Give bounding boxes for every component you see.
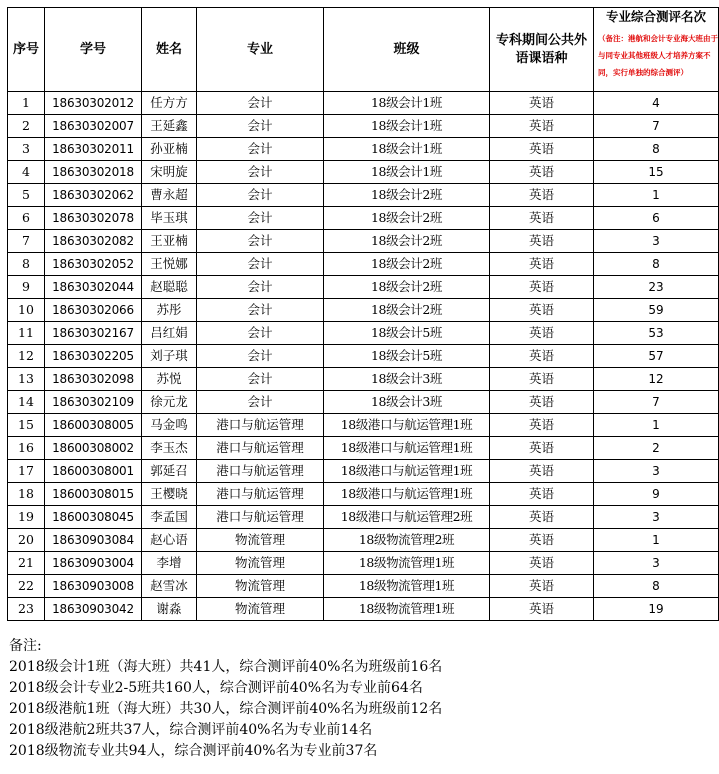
cell-index: 14: [8, 391, 45, 414]
cell-language: 英语: [490, 391, 594, 414]
note-line: 2018级会计专业2-5班共160人，综合测评前40%名为专业前64名: [9, 680, 423, 696]
cell-rank: 3: [594, 460, 719, 483]
cell-name: 苏彤: [142, 299, 197, 322]
cell-major: 会计: [197, 207, 324, 230]
cell-language: 英语: [490, 207, 594, 230]
cell-index: 7: [8, 230, 45, 253]
table-row: [8, 345, 719, 368]
cell-rank: 3: [594, 230, 719, 253]
cell-major: 会计: [197, 368, 324, 391]
cell-major: 会计: [197, 161, 324, 184]
cell-major: 港口与航运管理: [197, 460, 324, 483]
table-row: [8, 368, 719, 391]
cell-name: 孙亚楠: [142, 138, 197, 161]
cell-class: 18级物流管理1班: [324, 552, 490, 575]
cell-rank: 9: [594, 483, 719, 506]
cell-language: 英语: [490, 345, 594, 368]
notes: [9, 636, 442, 762]
cell-class: 18级会计1班: [324, 138, 490, 161]
table-row: [8, 552, 719, 575]
cell-name: 吕红娟: [142, 322, 197, 345]
cell-language: 英语: [490, 598, 594, 621]
cell-rank: 23: [594, 276, 719, 299]
cell-major: 港口与航运管理: [197, 506, 324, 529]
header-rank: [594, 8, 719, 92]
cell-rank: 15: [594, 161, 719, 184]
cell-class: 18级会计2班: [324, 276, 490, 299]
table-row: [8, 230, 719, 253]
cell-index: 21: [8, 552, 45, 575]
cell-class: 18级港口与航运管理2班: [324, 506, 490, 529]
cell-rank: 1: [594, 414, 719, 437]
cell-name: 毕玉琪: [142, 207, 197, 230]
cell-language: 英语: [490, 414, 594, 437]
header-index: 序号: [8, 8, 45, 92]
table-row: [8, 460, 719, 483]
cell-name: 刘子琪: [142, 345, 197, 368]
header-class: 班级: [324, 8, 490, 92]
cell-index: 22: [8, 575, 45, 598]
table-row: [8, 529, 719, 552]
cell-index: 18: [8, 483, 45, 506]
cell-rank: 7: [594, 115, 719, 138]
cell-major: 会计: [197, 92, 324, 115]
cell-rank: 3: [594, 506, 719, 529]
cell-name: 王樱晓: [142, 483, 197, 506]
table-row: [8, 299, 719, 322]
cell-rank: 2: [594, 437, 719, 460]
notes-label: 备注:: [9, 638, 42, 654]
cell-major: 港口与航运管理: [197, 483, 324, 506]
table-row: [8, 483, 719, 506]
cell-rank: 59: [594, 299, 719, 322]
cell-class: 18级物流管理1班: [324, 598, 490, 621]
table-row: [8, 414, 719, 437]
note-line: 2018级港航2班共37人，综合测评前40%名为专业前14名: [9, 722, 373, 738]
cell-major: 物流管理: [197, 552, 324, 575]
cell-name: 李增: [142, 552, 197, 575]
cell-student-id: 18630302018: [45, 161, 142, 184]
cell-rank: 19: [594, 598, 719, 621]
cell-language: 英语: [490, 483, 594, 506]
cell-class: 18级会计2班: [324, 184, 490, 207]
cell-index: 20: [8, 529, 45, 552]
cell-major: 会计: [197, 322, 324, 345]
cell-rank: 1: [594, 529, 719, 552]
cell-rank: 7: [594, 391, 719, 414]
cell-language: 英语: [490, 299, 594, 322]
cell-language: 英语: [490, 460, 594, 483]
cell-index: 17: [8, 460, 45, 483]
cell-student-id: 18630302082: [45, 230, 142, 253]
note-line: 2018级会计1班（海大班）共41人，综合测评前40%名为班级前16名: [9, 659, 443, 675]
cell-index: 8: [8, 253, 45, 276]
header-rank-title: 专业综合测评名次: [605, 9, 706, 24]
cell-class: 18级会计1班: [324, 92, 490, 115]
cell-index: 9: [8, 276, 45, 299]
table-row: [8, 276, 719, 299]
cell-language: 英语: [490, 230, 594, 253]
cell-class: 18级会计3班: [324, 391, 490, 414]
cell-name: 王延鑫: [142, 115, 197, 138]
table-row: [8, 391, 719, 414]
cell-major: 会计: [197, 138, 324, 161]
cell-major: 会计: [197, 253, 324, 276]
cell-index: 23: [8, 598, 45, 621]
cell-language: 英语: [490, 552, 594, 575]
cell-index: 4: [8, 161, 45, 184]
cell-class: 18级会计3班: [324, 368, 490, 391]
cell-language: 英语: [490, 253, 594, 276]
cell-name: 王悦娜: [142, 253, 197, 276]
cell-index: 16: [8, 437, 45, 460]
cell-student-id: 18600308002: [45, 437, 142, 460]
cell-name: 宋明旋: [142, 161, 197, 184]
cell-student-id: 18630903008: [45, 575, 142, 598]
cell-class: 18级会计2班: [324, 299, 490, 322]
cell-index: 2: [8, 115, 45, 138]
cell-name: 徐元龙: [142, 391, 197, 414]
cell-name: 赵心语: [142, 529, 197, 552]
cell-index: 19: [8, 506, 45, 529]
cell-major: 港口与航运管理: [197, 437, 324, 460]
cell-class: 18级物流管理1班: [324, 575, 490, 598]
cell-name: 王亚楠: [142, 230, 197, 253]
cell-rank: 6: [594, 207, 719, 230]
cell-name: 赵雪冰: [142, 575, 197, 598]
cell-language: 英语: [490, 506, 594, 529]
cell-language: 英语: [490, 161, 594, 184]
cell-rank: 8: [594, 575, 719, 598]
table-row: [8, 575, 719, 598]
cell-language: 英语: [490, 276, 594, 299]
cell-class: 18级港口与航运管理1班: [324, 437, 490, 460]
cell-student-id: 18630302098: [45, 368, 142, 391]
cell-language: 英语: [490, 437, 594, 460]
cell-name: 赵聪聪: [142, 276, 197, 299]
header-language-label: 专科期间公共外语课语种: [496, 32, 588, 66]
table-row: [8, 253, 719, 276]
cell-class: 18级会计1班: [324, 115, 490, 138]
note-line: 2018级港航1班（海大班）共30人，综合测评前40%名为班级前12名: [9, 701, 443, 717]
cell-student-id: 18630903004: [45, 552, 142, 575]
cell-language: 英语: [490, 138, 594, 161]
cell-student-id: 18630302007: [45, 115, 142, 138]
header-language: [490, 8, 594, 92]
cell-rank: 8: [594, 253, 719, 276]
table-row: [8, 92, 719, 115]
cell-index: 3: [8, 138, 45, 161]
cell-major: 物流管理: [197, 575, 324, 598]
cell-name: 马金鸣: [142, 414, 197, 437]
cell-major: 会计: [197, 276, 324, 299]
cell-index: 12: [8, 345, 45, 368]
table-row: [8, 322, 719, 345]
cell-rank: 53: [594, 322, 719, 345]
cell-student-id: 18630903084: [45, 529, 142, 552]
cell-student-id: 18630302062: [45, 184, 142, 207]
cell-student-id: 18630302052: [45, 253, 142, 276]
table-row: [8, 598, 719, 621]
cell-student-id: 18630302205: [45, 345, 142, 368]
cell-student-id: 18600308001: [45, 460, 142, 483]
cell-major: 会计: [197, 345, 324, 368]
table-row: [8, 115, 719, 138]
cell-student-id: 18600308045: [45, 506, 142, 529]
cell-student-id: 18630302167: [45, 322, 142, 345]
cell-major: 会计: [197, 299, 324, 322]
cell-language: 英语: [490, 322, 594, 345]
table-row: [8, 161, 719, 184]
cell-major: 物流管理: [197, 598, 324, 621]
note-line: 2018级物流专业共94人，综合测评前40%名为专业前37名: [9, 743, 378, 759]
cell-student-id: 18630302012: [45, 92, 142, 115]
cell-rank: 3: [594, 552, 719, 575]
cell-student-id: 18630903042: [45, 598, 142, 621]
table-row: [8, 138, 719, 161]
cell-class: 18级会计2班: [324, 253, 490, 276]
cell-index: 11: [8, 322, 45, 345]
cell-index: 6: [8, 207, 45, 230]
cell-major: 会计: [197, 391, 324, 414]
cell-name: 郭延召: [142, 460, 197, 483]
cell-student-id: 18630302109: [45, 391, 142, 414]
cell-language: 英语: [490, 368, 594, 391]
header-row: [8, 8, 719, 92]
cell-language: 英语: [490, 184, 594, 207]
table-row: [8, 437, 719, 460]
cell-language: 英语: [490, 529, 594, 552]
table-body: [8, 92, 719, 621]
header-name: 姓名: [142, 8, 197, 92]
cell-class: 18级港口与航运管理1班: [324, 414, 490, 437]
cell-rank: 4: [594, 92, 719, 115]
table-row: [8, 506, 719, 529]
table-row: [8, 184, 719, 207]
cell-language: 英语: [490, 575, 594, 598]
cell-student-id: 18600308015: [45, 483, 142, 506]
cell-class: 18级会计2班: [324, 207, 490, 230]
cell-major: 会计: [197, 184, 324, 207]
cell-class: 18级会计2班: [324, 230, 490, 253]
cell-class: 18级会计5班: [324, 322, 490, 345]
cell-major: 物流管理: [197, 529, 324, 552]
cell-index: 15: [8, 414, 45, 437]
cell-rank: 8: [594, 138, 719, 161]
cell-student-id: 18630302078: [45, 207, 142, 230]
cell-class: 18级物流管理2班: [324, 529, 490, 552]
cell-student-id: 18630302011: [45, 138, 142, 161]
cell-name: 李玉杰: [142, 437, 197, 460]
cell-rank: 57: [594, 345, 719, 368]
cell-name: 苏悦: [142, 368, 197, 391]
cell-index: 5: [8, 184, 45, 207]
cell-major: 会计: [197, 115, 324, 138]
cell-index: 1: [8, 92, 45, 115]
cell-class: 18级会计1班: [324, 161, 490, 184]
ranking-table: [7, 7, 719, 621]
cell-language: 英语: [490, 92, 594, 115]
cell-student-id: 18630302044: [45, 276, 142, 299]
header-major: 专业: [197, 8, 324, 92]
table-row: [8, 207, 719, 230]
cell-student-id: 18600308005: [45, 414, 142, 437]
cell-name: 曹永超: [142, 184, 197, 207]
cell-student-id: 18630302066: [45, 299, 142, 322]
cell-rank: 1: [594, 184, 719, 207]
cell-index: 10: [8, 299, 45, 322]
cell-language: 英语: [490, 115, 594, 138]
header-rank-note: （备注：港航和会计专业海大班由于与同专业其他班级人才培养方案不同，实行单独的综合测评）: [598, 34, 718, 77]
header-student-id: 学号: [45, 8, 142, 92]
cell-class: 18级会计5班: [324, 345, 490, 368]
cell-class: 18级港口与航运管理1班: [324, 483, 490, 506]
cell-name: 谢淼: [142, 598, 197, 621]
cell-major: 会计: [197, 230, 324, 253]
cell-major: 港口与航运管理: [197, 414, 324, 437]
cell-index: 13: [8, 368, 45, 391]
cell-rank: 12: [594, 368, 719, 391]
cell-name: 李孟国: [142, 506, 197, 529]
cell-name: 任方方: [142, 92, 197, 115]
cell-class: 18级港口与航运管理1班: [324, 460, 490, 483]
